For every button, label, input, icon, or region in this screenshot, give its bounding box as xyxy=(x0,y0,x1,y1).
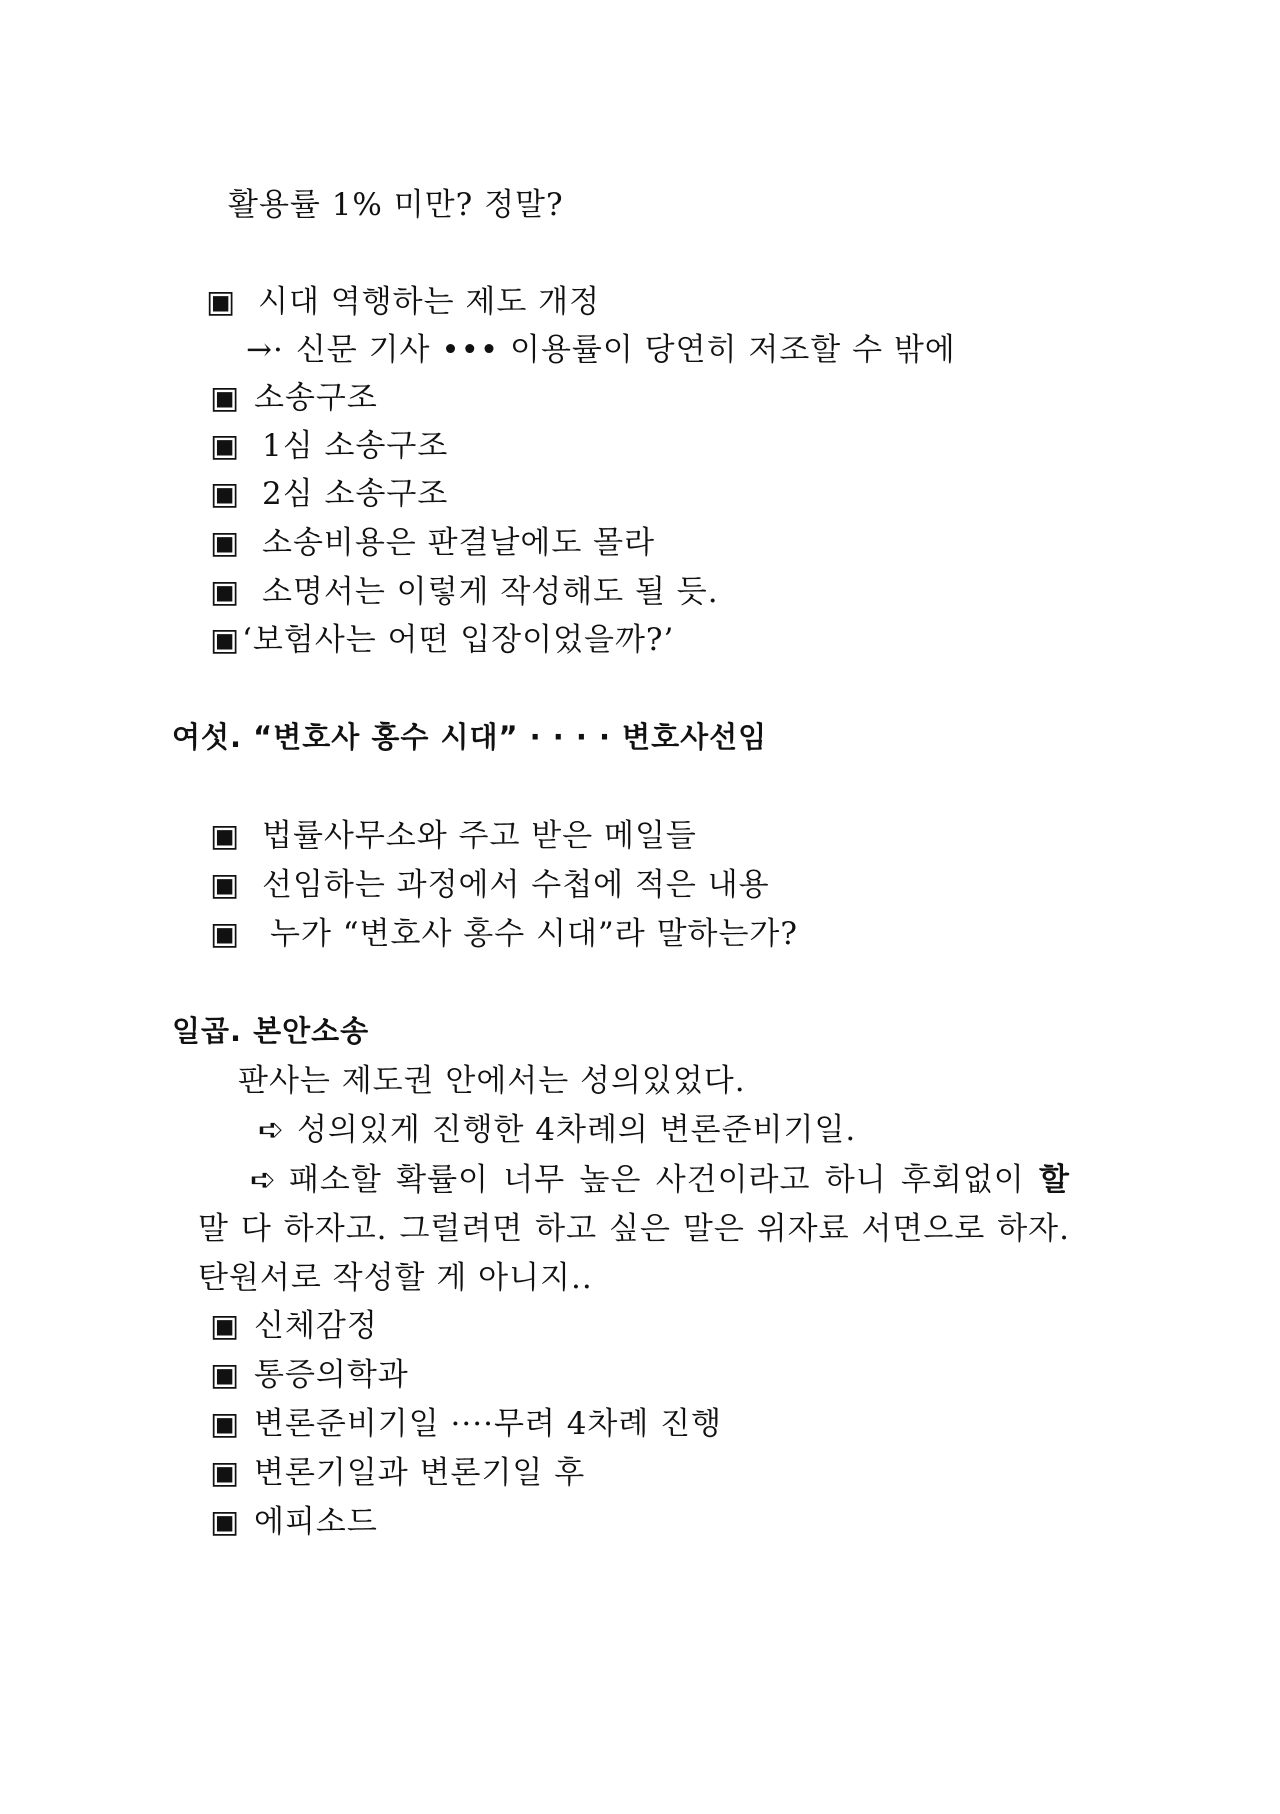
paragraph-bold-text: 할 xyxy=(1039,1162,1070,1198)
square-bullet-icon: ▣ xyxy=(210,867,241,903)
list-item-text: 신체감정 xyxy=(254,1308,378,1344)
list-item xyxy=(210,426,448,466)
arrow-icon: →· xyxy=(246,332,284,368)
list-item-text: 누가 “변호사 홍수 시대”라 말하는가? xyxy=(270,916,798,952)
square-bullet-icon: ▣ xyxy=(210,1406,241,1442)
square-bullet-icon: ▣ xyxy=(210,1357,241,1393)
list-item-text: ‘보험사는 어떤 입장이었을까?’ xyxy=(242,622,675,658)
arrow-icon: ➪ xyxy=(258,1112,285,1148)
list-item-text: 통증의학과 xyxy=(254,1357,409,1393)
paragraph-text: 말 다 하자고. 그럴려면 하고 싶은 말은 위자료 서면으로 하자. 탄원서로 작성할 게 아니지.. xyxy=(198,1211,1070,1296)
list-item xyxy=(210,1502,378,1542)
square-bullet-icon: ▣ xyxy=(210,622,241,658)
list-item xyxy=(210,816,697,856)
paragraph-text: 패소할 확률이 너무 높은 사건이라고 하니 후회없이 xyxy=(288,1162,1040,1198)
list-item-text: 선임하는 과정에서 수첩에 적은 내용 xyxy=(262,867,770,903)
list-item xyxy=(210,474,448,514)
square-bullet-icon: ▣ xyxy=(210,380,241,416)
square-bullet-icon: ▣ xyxy=(210,1308,241,1344)
list-item-text: 에피소드 xyxy=(254,1504,378,1540)
square-bullet-icon: ▣ xyxy=(210,1504,241,1540)
news-line-text: 신문 기사 ••• 이용률이 당연히 저조할 수 밖에 xyxy=(295,332,956,368)
paragraph xyxy=(198,1156,1070,1303)
list-item-text: 변론준비기일 ····무려 4차례 진행 xyxy=(254,1406,723,1442)
list-item xyxy=(210,378,378,418)
list-item-text: 2심 소송구조 xyxy=(262,476,449,512)
list-item-text: 소명서는 이렇게 작성해도 될 듯. xyxy=(262,574,719,610)
arrow-icon: ➪ xyxy=(250,1162,277,1198)
list-item-text: 변론기일과 변론기일 후 xyxy=(254,1455,586,1491)
list-item xyxy=(210,1306,378,1346)
square-bullet-icon: ▣ xyxy=(210,476,241,512)
square-bullet-icon: ▣ xyxy=(210,818,241,854)
list-item xyxy=(210,1404,722,1444)
list-item-text: 소송구조 xyxy=(254,380,378,416)
list-item xyxy=(206,282,600,322)
square-bullet-icon: ▣ xyxy=(210,574,241,610)
list-item xyxy=(210,1453,585,1493)
square-bullet-icon: ▣ xyxy=(210,428,241,464)
square-bullet-icon: ▣ xyxy=(210,1455,241,1491)
section-heading: 일곱. 본안소송 xyxy=(172,1014,370,1048)
list-item-text: 소송비용은 판결날에도 몰라 xyxy=(262,525,656,561)
section-intro: 판사는 제도권 안에서는 성의있었다. xyxy=(238,1063,746,1099)
square-bullet-icon: ▣ xyxy=(210,525,241,561)
list-item xyxy=(210,572,719,612)
list-item xyxy=(210,914,798,954)
list-item xyxy=(210,865,770,905)
intro-line: 활용률 1% 미만? 정말? xyxy=(228,187,564,223)
list-item xyxy=(210,620,674,660)
section-heading: 여섯. “변호사 홍수 시대” · · · · 변호사선임 xyxy=(172,720,768,754)
square-bullet-icon: ▣ xyxy=(210,916,241,952)
news-line xyxy=(246,330,956,370)
list-item xyxy=(210,523,655,563)
square-bullet-icon: ▣ xyxy=(206,284,237,320)
point-text: 성의있게 진행한 4차례의 변론준비기일. xyxy=(296,1112,857,1148)
list-item-text: 시대 역행하는 제도 개정 xyxy=(258,284,601,320)
list-item-text: 1심 소송구조 xyxy=(262,428,449,464)
list-item xyxy=(210,1355,409,1395)
point-line xyxy=(258,1110,856,1150)
list-item-text: 법률사무소와 주고 받은 메일들 xyxy=(262,818,697,854)
